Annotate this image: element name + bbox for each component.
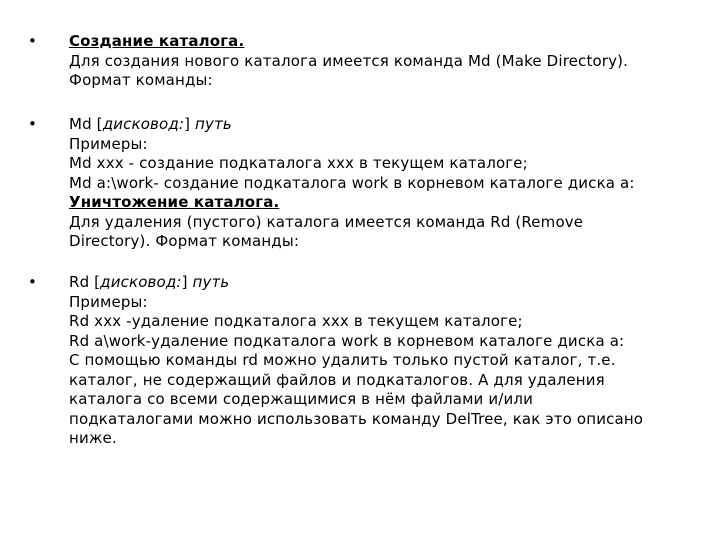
paragraph-line: каталог, не содержащий файлов и подкаталогов. А для удаления: [69, 370, 605, 389]
paragraph-line: ниже.: [69, 429, 117, 447]
command-bracket-close: ]: [181, 273, 193, 291]
command-path-param: путь: [192, 273, 230, 291]
example-line: Md xxx - создание подкаталога xxx в текущем каталоге;: [69, 154, 528, 172]
command-drive-param: дисковод:: [102, 115, 185, 133]
bullet-text: [69, 115, 699, 252]
command-drive-param: дисковод:: [100, 273, 182, 291]
example-line: Rd a\work-удаление подкаталога work в корневом каталоге диска a:: [69, 331, 625, 350]
bullet-icon: •: [28, 32, 37, 50]
bullet-icon: •: [28, 273, 37, 291]
command-prefix: Rd [: [69, 273, 101, 291]
section-heading-delete: Уничтожение каталога.: [69, 193, 280, 211]
bullet-text: [69, 32, 699, 91]
paragraph-line: каталога со всеми содержащимися в нём файлами и/или: [69, 390, 533, 408]
examples-label: Примеры:: [69, 292, 148, 311]
text-line: Для создания нового каталога имеется команда Md (Make Directory).: [69, 51, 629, 70]
command-syntax-rd: [69, 273, 699, 293]
command-syntax-md: [69, 115, 699, 135]
bullet-text: [69, 273, 699, 449]
command-path-param: путь: [195, 115, 232, 133]
text-line: Формат команды:: [69, 71, 213, 89]
examples-label: Примеры:: [69, 134, 148, 153]
text-line: Directory). Формат команды:: [69, 232, 300, 250]
example-line: Rd xxx -удаление подкаталога xxx в текущем каталоге;: [69, 312, 523, 330]
paragraph-line: С помощью команды rd можно удалить только пустой каталог, т.е.: [69, 351, 616, 369]
text-line: Для удаления (пустого) каталога имеется команда Rd (Remove: [69, 212, 584, 231]
command-bracket-close: ]: [184, 115, 196, 133]
command-prefix: Md [: [69, 115, 103, 133]
paragraph-line: подкаталогами можно использовать команду DelTree, как это описано: [69, 409, 644, 428]
section-heading-create: Создание каталога.: [69, 32, 245, 50]
example-line: Md a:\work- создание подкаталога work в корневом каталоге диска a:: [69, 173, 635, 192]
bullet-icon: •: [28, 115, 37, 133]
